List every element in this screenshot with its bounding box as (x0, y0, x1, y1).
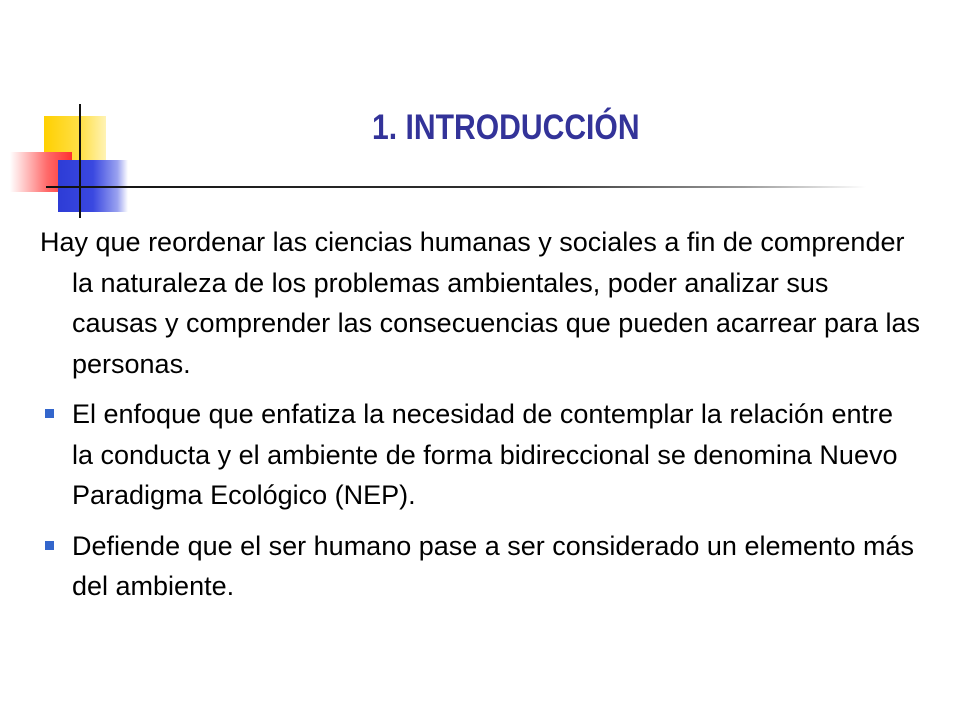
bullet-item (40, 394, 920, 516)
decorative-logo (0, 0, 140, 230)
bullet-text: Defiende que el ser humano pase a ser considerado un elemento más del ambiente. (72, 530, 915, 601)
slide-title: 1. INTRODUCCIÓN (372, 108, 640, 147)
bullet-item (40, 526, 920, 607)
intro-paragraph: Hay que reordenar las ciencias humanas y sociales a fin de comprender la naturaleza de los problemas ambientales, poder analizar sus causas y comprender las consecuencias que pueden acarrear para las personas. (40, 227, 920, 379)
bullet-text: El enfoque que enfatiza la necesidad de contemplar la relación entre la conducta y el ambiente de forma bidireccional se denomina Nuevo Paradigma Ecológico (NEP). (72, 399, 898, 510)
slide-body (40, 222, 920, 607)
square-bullet-icon (45, 541, 54, 550)
title-underline-rule (46, 186, 866, 188)
vertical-rule (79, 104, 81, 218)
square-bullet-icon (45, 409, 54, 418)
